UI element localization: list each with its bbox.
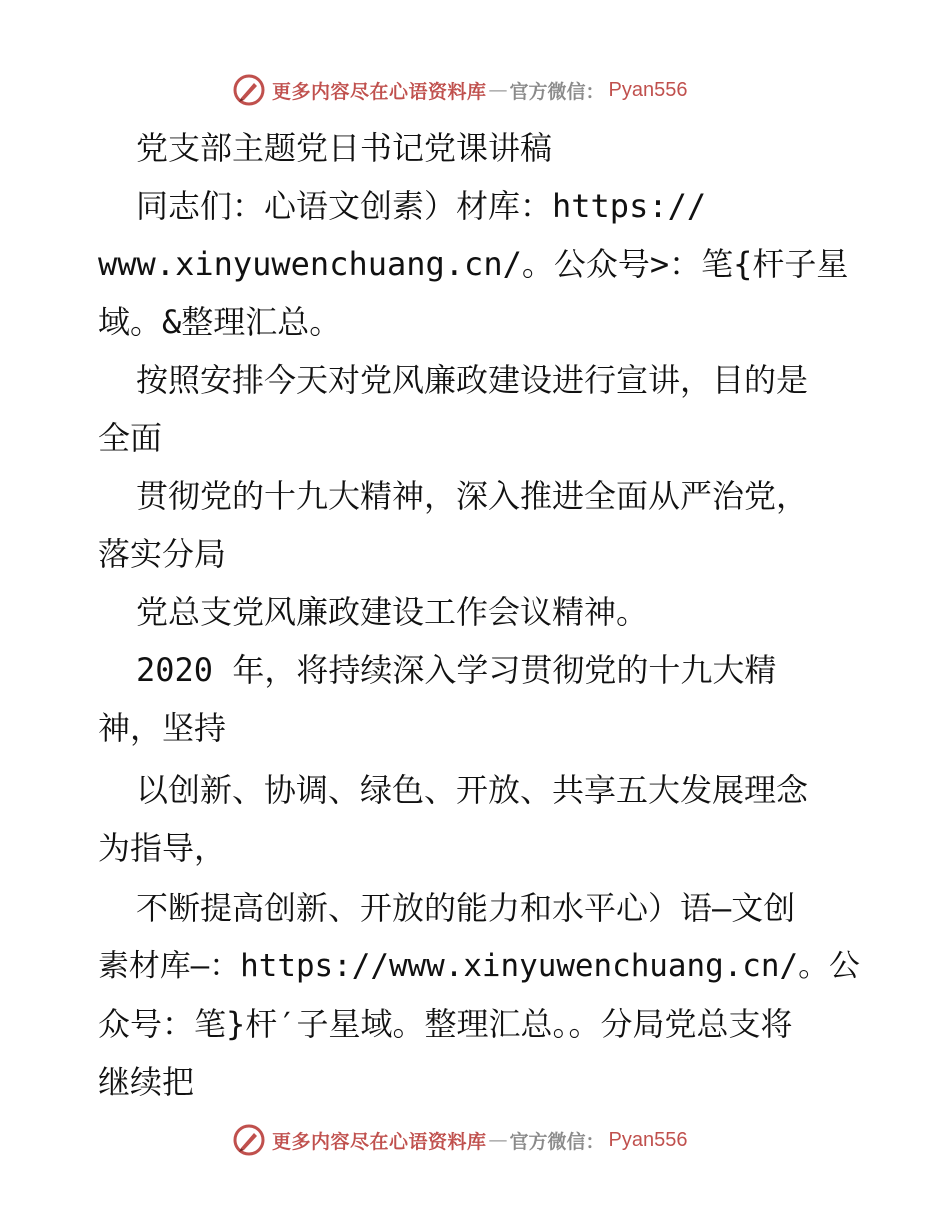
text-line: 为指导， — [98, 829, 227, 867]
text-line: 党总支党风廉政建设工作会议精神。 — [136, 593, 649, 631]
text-line: 域。&整理汇总。 — [98, 303, 342, 341]
watermark-label: 官方微信： — [509, 80, 605, 103]
watermark-text: 更多内容尽在心语资料库 — [272, 80, 487, 103]
text-line: 继续把 — [98, 1063, 195, 1101]
text-line: 全面 — [98, 419, 163, 457]
text-line: 同志们：心语文创素）材库：https:// — [136, 187, 707, 225]
text-line: 落实分局 — [98, 535, 227, 573]
watermark-dash: — — [488, 79, 508, 101]
pen-logo-icon — [232, 1123, 266, 1157]
watermark-id: Pyan556 — [608, 1128, 688, 1151]
pen-logo-icon — [232, 73, 266, 107]
header-watermark — [232, 72, 688, 108]
text-line: 素材库—：https://www.xinyuwenchuang.cn/。公 — [98, 948, 860, 984]
text-line: 以创新、协调、绿色、开放、共享五大发展理念 — [136, 771, 809, 809]
text-line: 贯彻党的十九大精神，深入推进全面从严治党， — [136, 477, 809, 515]
watermark-label: 官方微信： — [509, 1130, 605, 1153]
text-line: www.xinyuwenchuang.cn/。公众号>：笔{杆子星 — [98, 245, 849, 283]
watermark-id: Pyan556 — [608, 78, 688, 101]
text-line: 按照安排今天对党风廉政建设进行宣讲，目的是 — [136, 361, 809, 399]
watermark-text: 更多内容尽在心语资料库 — [272, 1130, 487, 1153]
text-line: 众号：笔}杆′子星域。整理汇总。。分局党总支将 — [98, 1005, 793, 1043]
text-line: 不断提高创新、开放的能力和水平心）语—文创 — [136, 889, 796, 927]
watermark-dash: — — [488, 1129, 508, 1151]
text-line: 神，坚持 — [98, 709, 227, 747]
text-line: 2020 年，将持续深入学习贯彻党的十九大精 — [136, 651, 777, 689]
document-title: 党支部主题党日书记党课讲稿 — [136, 129, 553, 167]
footer-watermark — [232, 1122, 688, 1158]
